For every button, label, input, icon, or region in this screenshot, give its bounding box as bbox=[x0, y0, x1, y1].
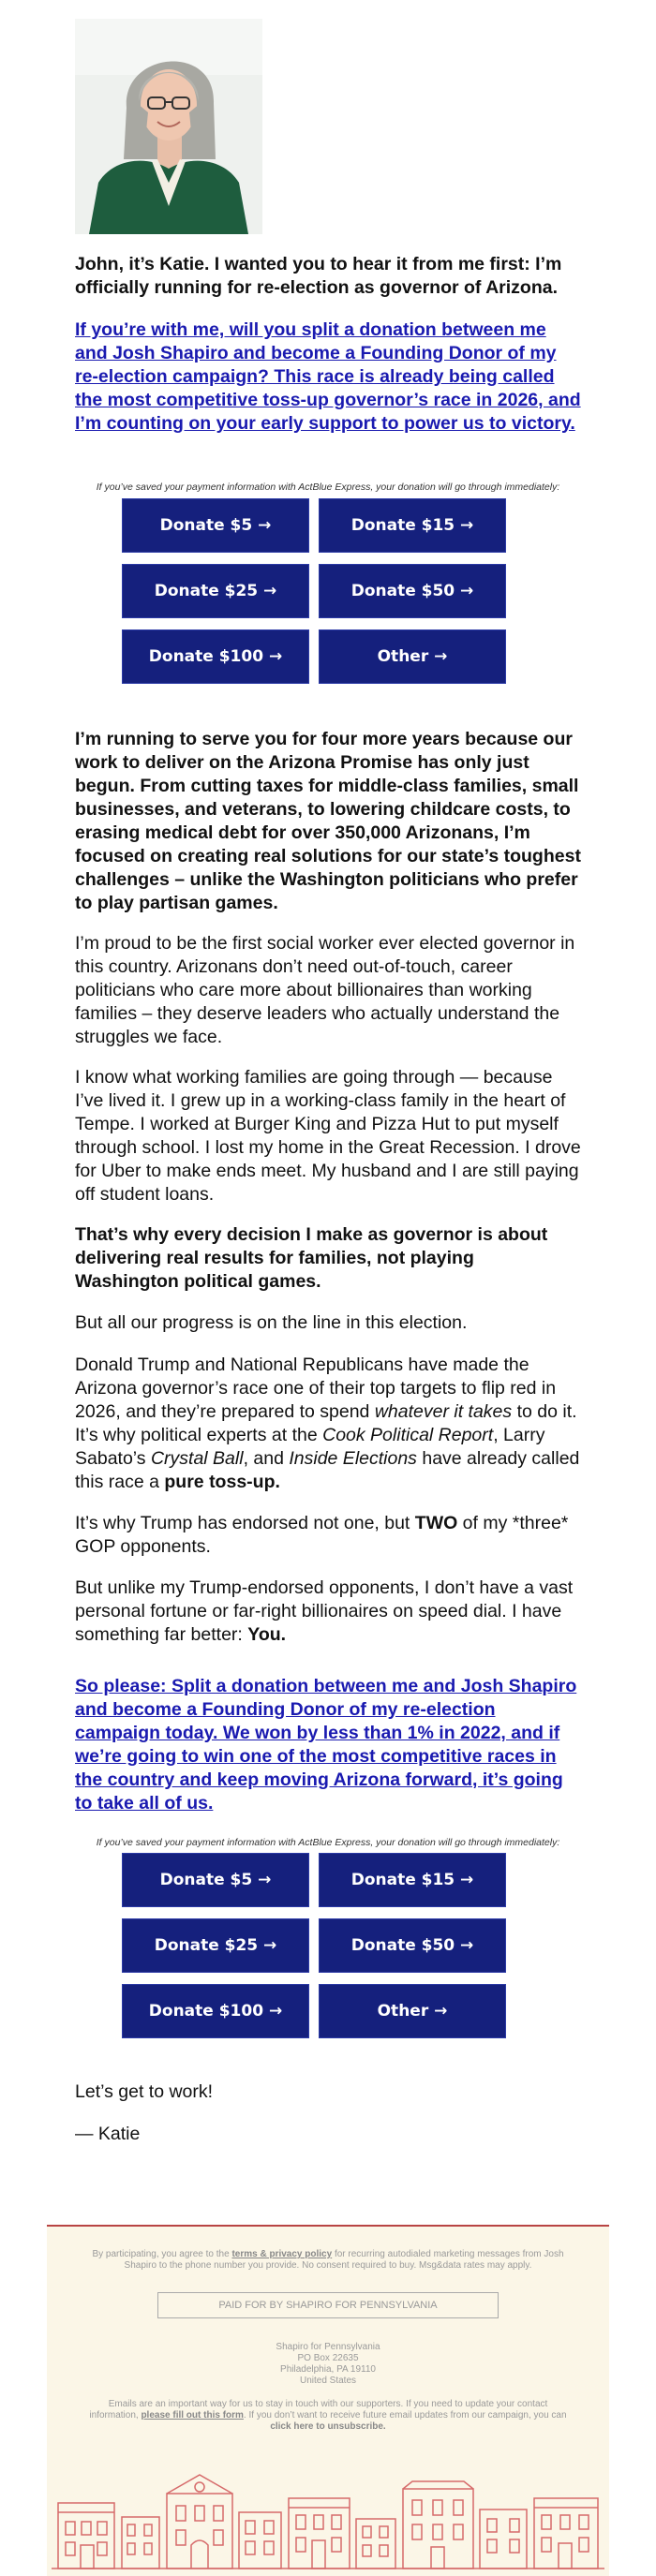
address-line-4: United States bbox=[299, 2376, 357, 2386]
sms-consent-text bbox=[84, 2249, 572, 2272]
trump-text-4: , and bbox=[243, 1448, 290, 1469]
trump-text-2: to do it. It’s why political experts at the bbox=[75, 1401, 577, 1445]
donate-15-button[interactable]: Donate $15 → bbox=[319, 498, 506, 553]
donate-other-button[interactable]: Other → bbox=[319, 1984, 506, 2038]
donate-ask-link-2[interactable]: So please: Split a donation between me and Josh Shapiro and become a Founding Donor of my re-election campaign today. We won by less than 1% in 2022, and if we’re going to win one of the most competitive races in the country and keep moving Arizona forward, it’s going to take all of us. bbox=[75, 1676, 577, 1814]
address-line-3: Philadelphia, PA 19110 bbox=[280, 2364, 376, 2375]
donate-100-button[interactable]: Donate $100 → bbox=[122, 629, 309, 684]
donate-5-button[interactable]: Donate $5 → bbox=[122, 498, 309, 553]
unsubscribe-link[interactable]: click here to unsubscribe. bbox=[270, 2421, 386, 2432]
consent-text-1: By participating, you agree to the bbox=[92, 2249, 232, 2259]
update-text-2: . If you don’t want to receive future email updates from our campaign, you can bbox=[243, 2410, 567, 2421]
terms-privacy-link[interactable]: terms & privacy policy bbox=[231, 2249, 333, 2259]
unlike-bold: You. bbox=[247, 1624, 287, 1645]
actblue-express-note-1: If you’ve saved your payment information with ActBlue Express, your donation will go through immediately: bbox=[96, 481, 560, 493]
city-skyline-illustration bbox=[47, 2451, 609, 2573]
closing-line: Let’s get to work! bbox=[75, 2081, 214, 2102]
trump-text-3: , Larry Sabato’s bbox=[75, 1425, 545, 1469]
trump-text-1: Donald Trump and National Republicans have made the Arizona governor’s race one of their top targets to flip red in 2026, and they’re prepared to spend bbox=[75, 1355, 557, 1422]
donate-other-button[interactable]: Other → bbox=[319, 629, 506, 684]
progress-paragraph: But all our progress is on the line in this election. bbox=[75, 1312, 468, 1333]
donate-25-button[interactable]: Donate $25 → bbox=[122, 564, 309, 618]
trump-italic-2: Cook Political Report bbox=[322, 1425, 494, 1445]
signature: — Katie bbox=[75, 2124, 141, 2144]
address-line-1: Shapiro for Pennsylvania bbox=[276, 2342, 380, 2352]
donate-5-button[interactable]: Donate $5 → bbox=[122, 1853, 309, 1907]
donate-25-button[interactable]: Donate $25 → bbox=[122, 1918, 309, 1973]
update-form-link[interactable]: please fill out this form bbox=[141, 2410, 244, 2421]
actblue-express-note-2: If you’ve saved your payment information with ActBlue Express, your donation will go through immediately: bbox=[96, 1837, 560, 1848]
candidate-photo bbox=[75, 19, 262, 234]
trump-text-5: have already called this race a bbox=[75, 1448, 580, 1492]
endorsed-bold: TWO bbox=[414, 1513, 458, 1533]
donate-15-button[interactable]: Donate $15 → bbox=[319, 1853, 506, 1907]
consent-text-2: for recurring autodialed marketing messages from Josh Shapiro to the phone number you provide. No consent required to buy. Msg&data rates may apply. bbox=[124, 2249, 564, 2271]
social-worker-paragraph: I’m proud to be the first social worker ever elected governor in this country. Arizonans don’t need out-of-touch, career politicians who care more about billionaires than working families – they deserve leaders who actually understand the struggles we face. bbox=[75, 933, 575, 1047]
working-families-paragraph: I know what working families are going through — because I’ve lived it. I grew up in a working-class family in the heart of Tempe. I worked at Burger King and Pizza Hut to put myself through school. I lost my home in the Great Recession. I drove for Uber to make ends meet. My husband and I are still paying off student loans. bbox=[75, 1067, 581, 1205]
email-footer bbox=[47, 2225, 609, 2576]
trump-italic-4: Inside Elections bbox=[289, 1448, 417, 1469]
donate-50-button[interactable]: Donate $50 → bbox=[319, 1918, 506, 1973]
candidate-portrait-image bbox=[75, 19, 262, 234]
donate-button-grid-1 bbox=[122, 498, 506, 704]
trump-italic-3: Crystal Ball bbox=[150, 1448, 244, 1469]
update-text-1: Emails are an important way for us to stay in touch with our supporters. If you need to update your contact information, bbox=[89, 2399, 548, 2421]
intro-text: John, it’s Katie. I wanted you to hear it from me first: I’m officially running for re-election as governor of Arizona. bbox=[75, 254, 562, 298]
trump-italic-1: whatever it takes bbox=[374, 1401, 513, 1422]
decision-paragraph: That’s why every decision I make as governor is about delivering real results for families, not playing Washington political games. bbox=[75, 1224, 548, 1292]
trump-targets-paragraph bbox=[75, 1354, 581, 1494]
donate-100-button[interactable]: Donate $100 → bbox=[122, 1984, 309, 2038]
endorsed-paragraph bbox=[75, 1512, 581, 1559]
donate-50-button[interactable]: Donate $50 → bbox=[319, 564, 506, 618]
serve-paragraph: I’m running to serve you for four more years because our work to deliver on the Arizona Promise has only just begun. From cutting taxes for middle-class families, small businesses, and veterans, to lowering childcare costs, to erasing medical debt for over 350,000 Arizonans, I’m focused on creating real solutions for our state’s toughest challenges – unlike the Washington politicians who prefer to play partisan games. bbox=[75, 729, 581, 913]
email-preferences-text bbox=[84, 2399, 572, 2433]
donate-ask-link-1[interactable]: If you’re with me, will you split a donation between me and Josh Shapiro and become a Founding Donor of my re-election campaign? This race is already being called the most competitive toss-up governor’s race in 2026, and I’m counting on your early support to power us to victory. bbox=[75, 319, 581, 434]
unlike-text: But unlike my Trump-endorsed opponents, I don’t have a vast personal fortune or far-right billionaires on speed dial. I have something far better: bbox=[75, 1577, 574, 1645]
trump-bold-1: pure toss-up. bbox=[164, 1472, 280, 1492]
paid-for-disclaimer: PAID FOR BY SHAPIRO FOR PENNSYLVANIA bbox=[157, 2292, 499, 2318]
address-line-2: PO Box 22635 bbox=[297, 2353, 359, 2363]
mailing-address bbox=[84, 2342, 572, 2387]
donate-button-grid-2 bbox=[122, 1853, 506, 2059]
unlike-opponents-paragraph bbox=[75, 1577, 581, 1647]
endorsed-text-2: of my *three* GOP opponents. bbox=[75, 1513, 569, 1557]
endorsed-text-1: It’s why Trump has endorsed not one, but bbox=[75, 1513, 415, 1533]
